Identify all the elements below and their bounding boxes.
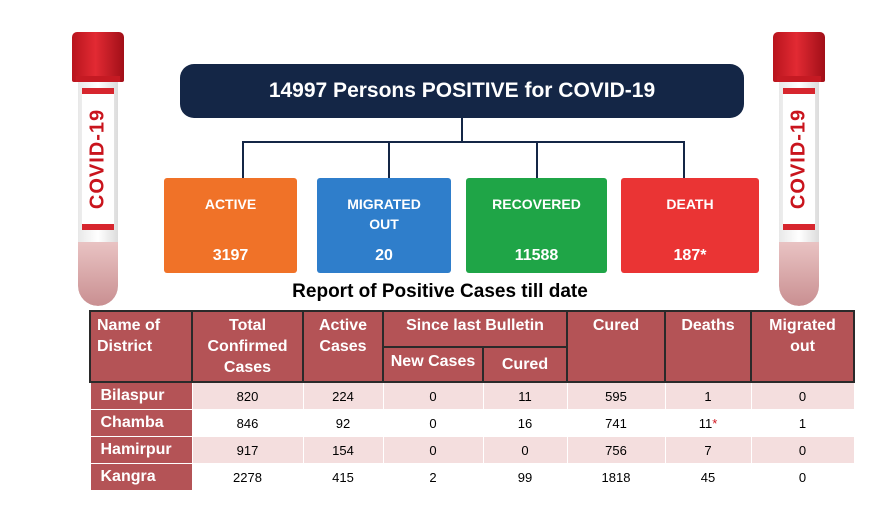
- cured-cell: 741: [567, 410, 665, 437]
- deaths-value: 11: [698, 415, 713, 431]
- total-positive-banner: [180, 64, 744, 118]
- migrated-cell: 0: [751, 464, 854, 491]
- total-cell: 917: [192, 437, 303, 464]
- active-value: 3197: [212, 247, 249, 264]
- district-cases-table: [89, 310, 855, 491]
- header-total-confirmed: Total Confirmed Cases: [192, 311, 303, 382]
- table-row: [90, 464, 854, 491]
- district-name: Hamirpur: [90, 437, 192, 464]
- active-cell: 92: [303, 410, 383, 437]
- table-row: [90, 437, 854, 464]
- deaths-value: 7: [704, 442, 712, 458]
- connector-stem: [461, 118, 463, 142]
- active-label: ACTIVE: [204, 196, 257, 212]
- migrated-out-box: [317, 178, 451, 273]
- connector-drop-active: [242, 141, 244, 178]
- since-cured-cell: 99: [483, 464, 567, 491]
- migrated-cell: 1: [751, 410, 854, 437]
- header-district: Name of District: [90, 311, 192, 382]
- total-cell: 820: [192, 382, 303, 410]
- connector-drop-recovered: [536, 141, 538, 178]
- covid-tube-right-icon: COVID-19: [773, 32, 825, 306]
- header-active-cases: Active Cases: [303, 311, 383, 382]
- deaths-value: 45: [700, 469, 716, 485]
- recovered-box: [466, 178, 607, 273]
- new-cases-cell: 0: [383, 382, 483, 410]
- cured-cell: 1818: [567, 464, 665, 491]
- cured-cell: 595: [567, 382, 665, 410]
- connector-drop-death: [683, 141, 685, 178]
- new-cases-cell: 0: [383, 410, 483, 437]
- total-cell: 2278: [192, 464, 303, 491]
- header-since-cured: Cured: [483, 347, 567, 383]
- total-positive-text: 14997 Persons POSITIVE for COVID-19: [268, 79, 656, 102]
- death-label: DEATH: [666, 196, 714, 212]
- header-deaths: Deaths: [665, 311, 751, 382]
- deaths-cell: [665, 437, 751, 464]
- total-cell: 846: [192, 410, 303, 437]
- district-name: Kangra: [90, 464, 192, 491]
- new-cases-cell: 2: [383, 464, 483, 491]
- since-cured-cell: 11: [483, 382, 567, 410]
- migrated-cell: 0: [751, 382, 854, 410]
- connector-bar: [242, 141, 684, 143]
- active-cell: 415: [303, 464, 383, 491]
- connector-drop-migrated: [388, 141, 390, 178]
- report-title: Report of Positive Cases till date: [292, 281, 588, 302]
- active-cell: 154: [303, 437, 383, 464]
- death-value: 187*: [673, 247, 707, 264]
- district-name: Bilaspur: [90, 382, 192, 410]
- recovered-value: 11588: [514, 247, 559, 264]
- active-box: [164, 178, 297, 273]
- header-cured: Cured: [567, 311, 665, 382]
- district-name: Chamba: [90, 410, 192, 437]
- deaths-cell: [665, 464, 751, 491]
- covid-tube-left-icon: COVID-19: [72, 32, 124, 306]
- migrated-out-label: MIGRATED OUT: [347, 196, 421, 232]
- table-row: [90, 382, 854, 410]
- deaths-cell: [665, 382, 751, 410]
- recovered-label: RECOVERED: [492, 196, 581, 212]
- migrated-cell: 0: [751, 437, 854, 464]
- since-cured-cell: 0: [483, 437, 567, 464]
- header-since-last-bulletin: Since last Bulletin: [383, 311, 567, 347]
- active-cell: 224: [303, 382, 383, 410]
- migrated-out-value: 20: [375, 247, 393, 264]
- new-cases-cell: 0: [383, 437, 483, 464]
- header-new-cases: New Cases: [383, 347, 483, 383]
- deaths-mark: *: [712, 415, 718, 431]
- deaths-value: 1: [704, 388, 712, 404]
- since-cured-cell: 16: [483, 410, 567, 437]
- cured-cell: 756: [567, 437, 665, 464]
- table-row: [90, 410, 854, 437]
- header-row: [90, 311, 854, 347]
- deaths-cell: [665, 410, 751, 437]
- header-migrated-out: Migrated out: [751, 311, 854, 382]
- death-box: [621, 178, 759, 273]
